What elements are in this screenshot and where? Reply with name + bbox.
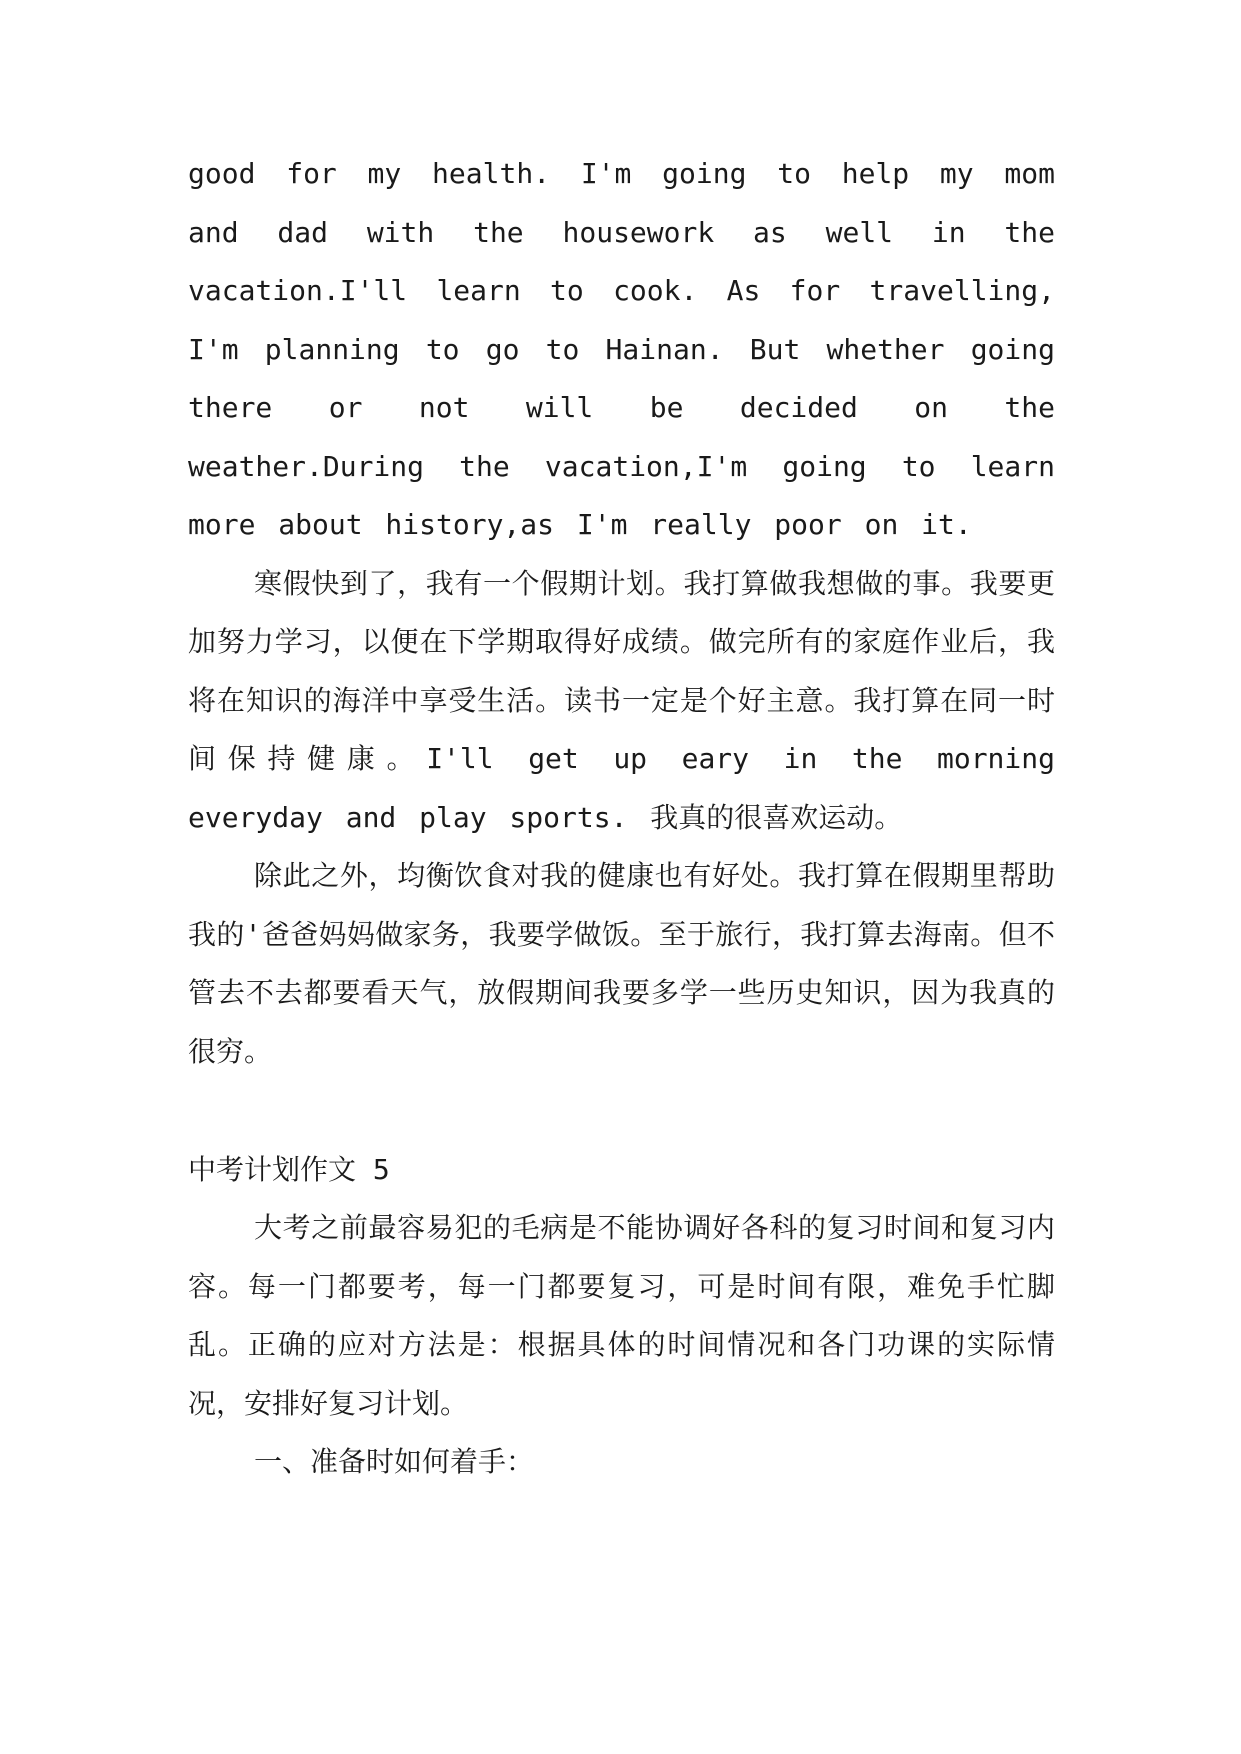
document-body <box>188 145 1055 1492</box>
section-paragraph-1: 大考之前最容易犯的毛病是不能协调好各科的复习时间和复习内容。每一门都要考，每一门都要复习，可是时间有限，难免手忙脚乱。正确的应对方法是：根据具体的时间情况和各门功课的实际情况，安排好复习计划。 <box>188 1211 1055 1420</box>
paragraph-chinese-2: 除此之外，均衡饮食对我的健康也有好处。我打算在假期里帮助我的'爸爸妈妈做家务，我要学做饭。至于旅行，我打算去海南。但不管去不去都要看天气，放假期间我要多学一些历史知识，因为我真的很穷。 <box>188 859 1055 1068</box>
paragraph-chinese-1: 寒假快到了，我有一个假期计划。我打算做我想做的事。我要更加努力学习，以便在下学期取得好成绩。做完所有的家庭作业后，我将在知识的海洋中享受生活。读书一定是个好主意。我打算在同一时间保持健康。I'll get up eary in the morning everyday and play sports. 我真的很喜欢运动。 <box>188 566 1055 834</box>
paragraph-english: good for my health. I'm going to help my mom and dad with the housework as well in the vacation.I'll learn to cook. As for travelling, I'm planning to go to Hainan. But whether going there or not will be decided on the weather.During the vacation,I'm going to learn more about history,as I'm really poor on it. <box>188 157 1055 541</box>
section-list-item-1: 一、准备时如何着手： <box>254 1445 535 1478</box>
section-heading: 中考计划作文 5 <box>188 1153 390 1186</box>
